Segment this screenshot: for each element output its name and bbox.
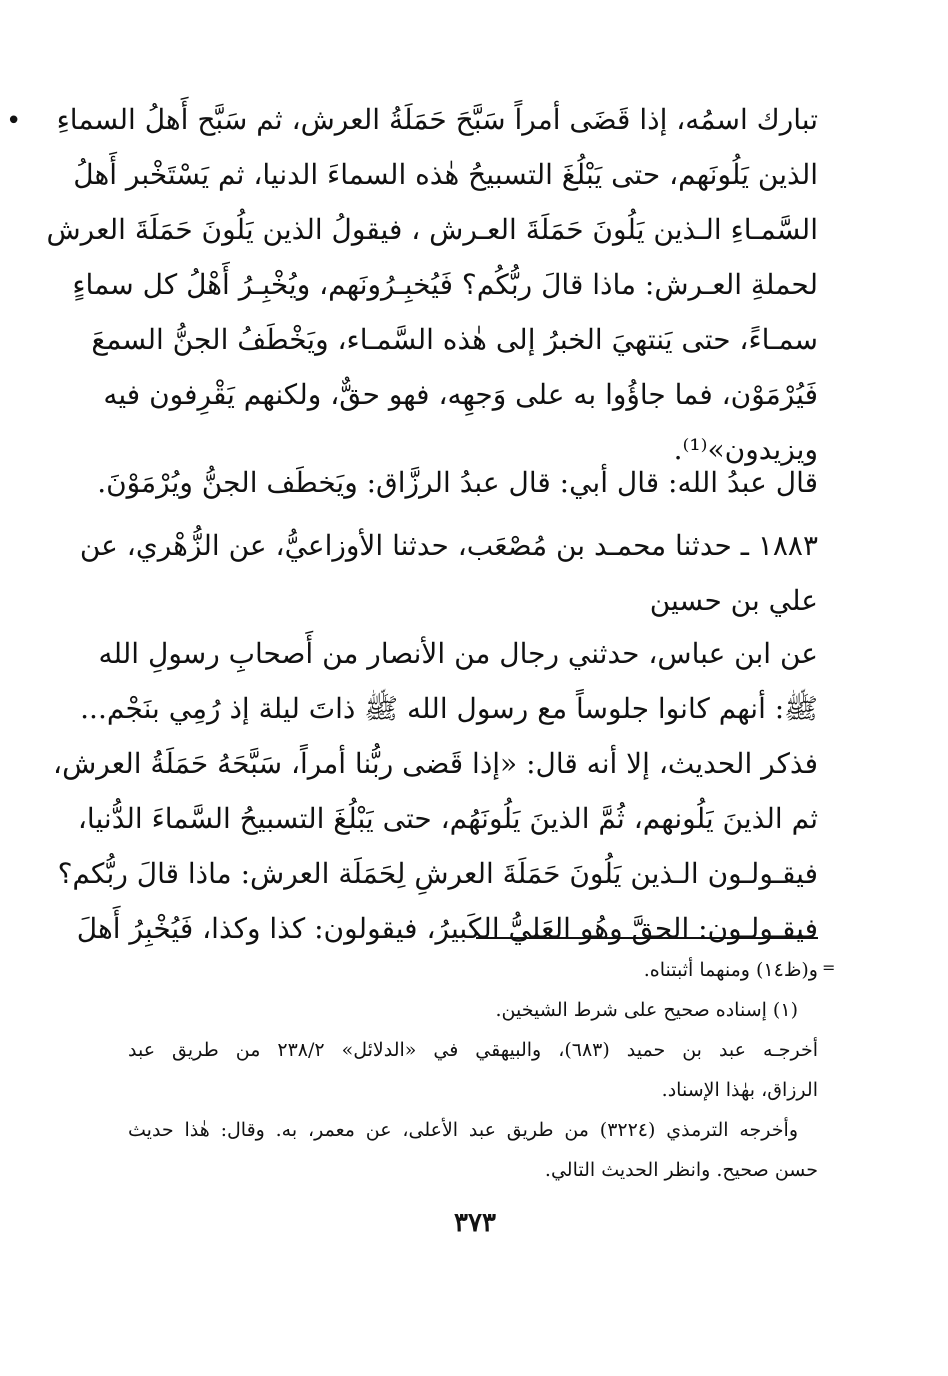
text-line: قال عبدُ الله: قال أبي: قال عبدُ الرزَّاق: ويَخطَف الجنُّ ويُرْمَوْنَ. [97,466,818,499]
hadith-matn [53,626,818,956]
page-number: ٣٧٣ [454,1208,496,1238]
text-line: عن ابن عباس، حدثني رجال من الأنصار من أَصحابِ رسولِ الله [98,637,818,670]
text-line: لحملةِ العـرش: ماذا قالَ ربُّكُم؟ فَيُخبِـرُونَهم، ويُخْبِـرُ أَهْلُ كل سماءٍ [72,268,818,301]
text-line: تبارك اسمُه، إذا قَضَى أمراً سَبَّحَ حَمَلَةُ العرش، ثم سَبَّح أَهلُ السماءِ [56,103,818,136]
text-line: ﷺ: أنهم كانوا جلوساً مع رسول الله ﷺ ذاتَ ليلة إذ رُمِي بنَجْم... [80,692,818,725]
footnotes [128,950,818,1190]
paragraph-1 [46,92,818,477]
hadith-isnad [79,518,818,628]
text-line: سمـاءً، حتى يَنتهيَ الخبرُ إلى هٰذه السَّمـاء، ويَخْطَفُ الجنُّ السمعَ [91,323,818,356]
text-line: فيقـولـون: الحقَّ وهُو العَليُّ الكَبيرُ، فيقولون: كذا وكذا، فَيُخْبِرُ أَهلَ [76,912,818,945]
text-line: ١٨٨٣ ـ حدثنا محمـد بن مُصْعَب، حدثنا الأوزاعيُّ، عن الزُّهْري، عن [79,529,818,562]
text-line: الذين يَلُونَهم، حتى يَبْلُغَ التسبيحُ هٰذه السماءَ الدنيا، ثم يَسْتَخْبر أَهلُ [73,158,818,191]
footnote-line: وأخرجه الترمذي (٣٢٢٤) من طريق عبد الأعلى، عن معمر، به. وقال: هٰذا حديث [128,1119,798,1141]
footnote-line: الرزاق، بهٰذا الإسناد. [661,1079,818,1101]
text-line: فيقـولـون الـذين يَلُونَ حَمَلَةَ العرشِ لِحَمَلَة العرش: ماذا قالَ ربُّكم؟ [57,857,818,890]
text-line: علي بن حسين [649,584,818,617]
margin-mark: • [6,106,22,136]
text-line: ثم الذينَ يَلُونهم، ثُمَّ الذينَ يَلُونَهُم، حتى يَبْلُغَ التسبيحُ السَّماءَ الدُّنيا، [77,802,818,835]
paragraph-2 [97,455,818,510]
text-line: فَيُرْمَوْن، فما جاؤُوا به على وَجهِه، فهو حقٌّ، ولكنهم يَقْرِفون فيه [103,378,818,411]
footnote-continuation-marker: = [822,958,836,977]
footnote-line: حسن صحيح. وانظر الحديث التالي. [544,1159,818,1181]
footnote-line: أخرجـه عبد بن حميد (٦٨٣)، والبيهقي في «الدلائل» ٢٣٨/٢ من طريق عبد [128,1039,818,1061]
text-line: ويزيدون»⁽¹⁾. [673,433,818,466]
text-line: السَّمـاءِ الـذين يَلُونَ حَمَلَةَ العـرش ، فيقولُ الذين يَلُونَ حَمَلَةَ العرش [46,213,818,246]
footnote-divider [476,937,818,939]
footnote-line: و(ظ١٤) ومنهما أثبتناه. [643,959,818,981]
text-line: فذكر الحديث، إلا أنه قال: «إذا قَضى ربُّنا أمراً، سَبَّحَهُ حَمَلَةُ العرش، [53,747,818,780]
footnote-line: (١) إسناده صحيح على شرط الشيخين. [495,999,798,1021]
